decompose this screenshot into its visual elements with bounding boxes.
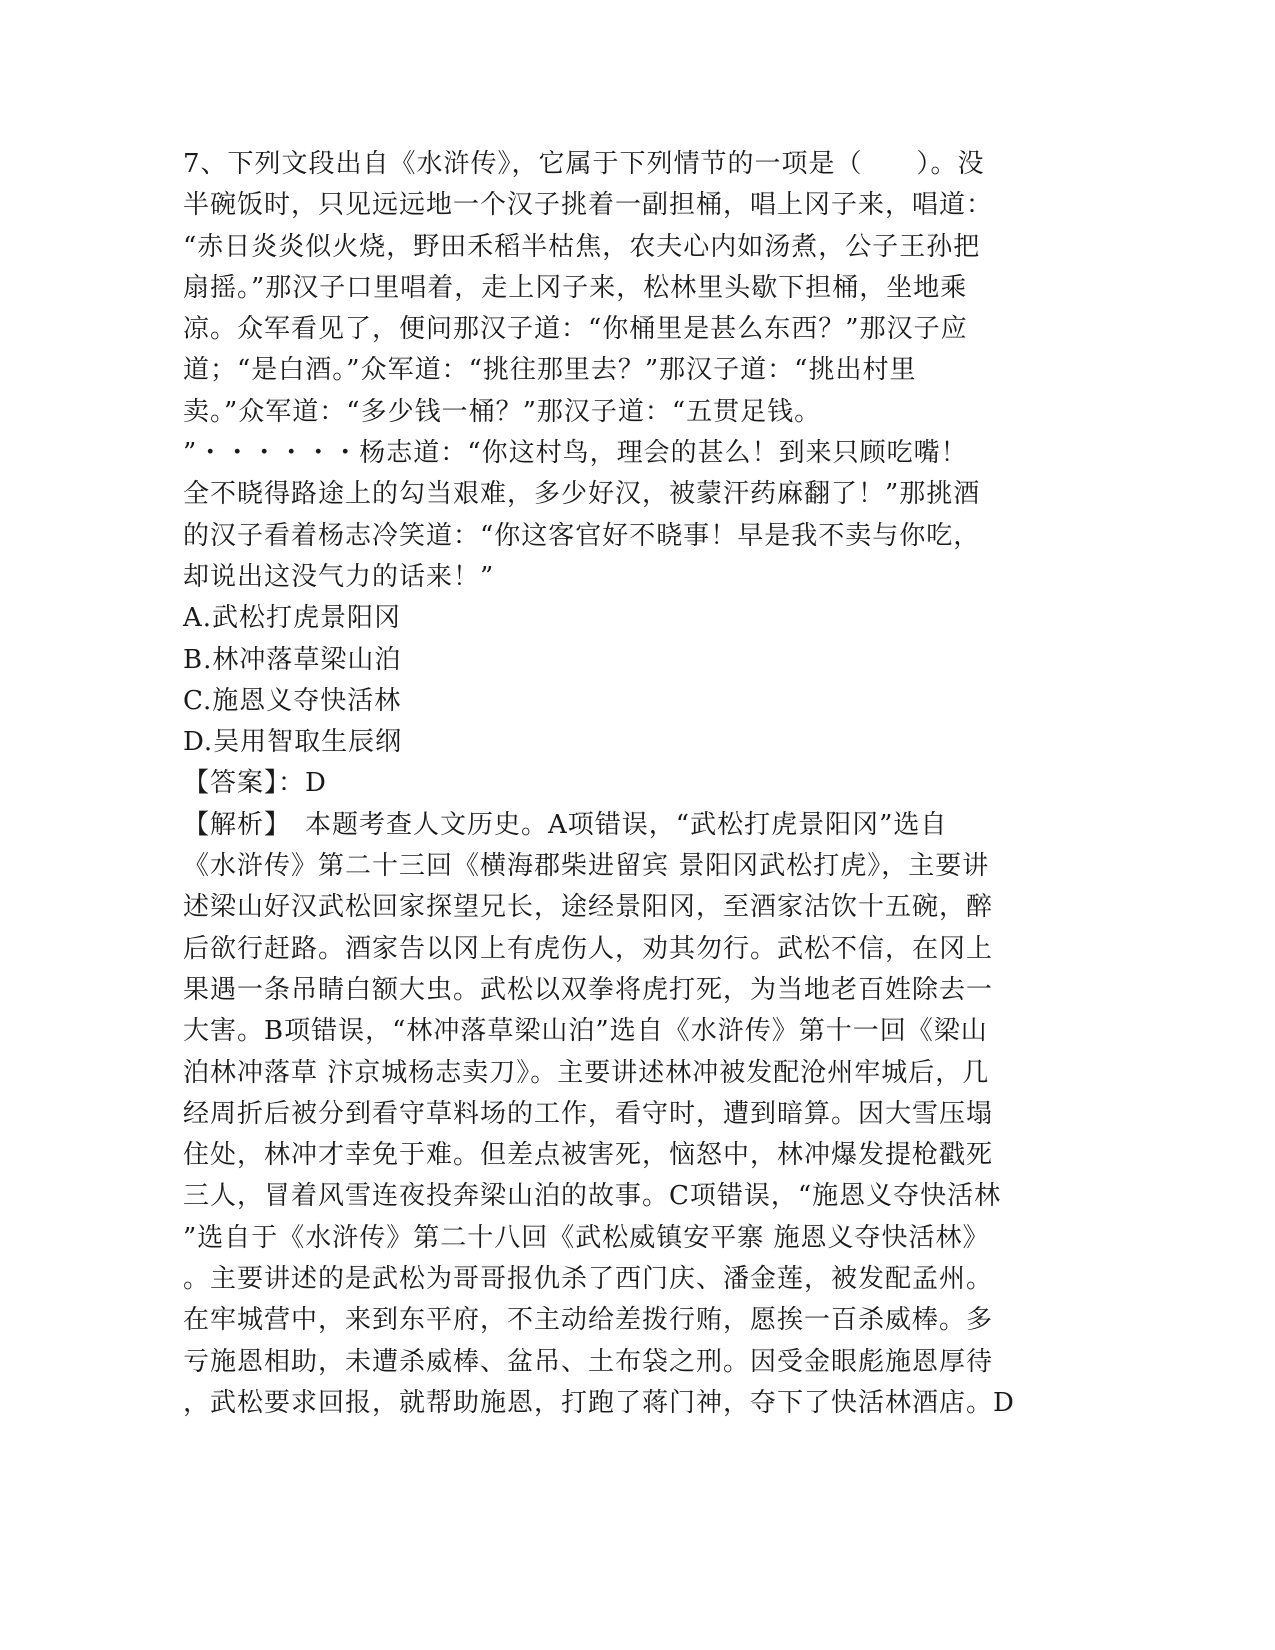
option-a: A.武松打虎景阳冈 xyxy=(183,603,402,634)
option-b: B.林冲落草梁山泊 xyxy=(183,644,402,675)
question-line: 道；“是白酒。”众军道：“挑往那里去？”那汉子道：“挑出村里 xyxy=(183,355,917,386)
question-line: 卖。”众军道：“多少钱一桶？”那汉子道：“五贯足钱。 xyxy=(183,396,822,427)
analysis-line: 后欲行赶路。酒家告以冈上有虎伤人，劝其勿行。武松不信，在冈上 xyxy=(183,933,994,964)
analysis-section xyxy=(183,805,1043,1424)
question-line: 全不晓得路途上的勾当艰难，多少好汉，被蒙汗药麻翻了！”那挑酒 xyxy=(183,479,981,510)
analysis-line: 《水浒传》第二十三回《横海郡柴进留宾 景阳冈武松打虎》，主要讲 xyxy=(183,851,990,882)
analysis-line: 泊林冲落草 汴京城杨志卖刀》。主要讲述林冲被发配沧州牢城后，几 xyxy=(183,1057,990,1088)
question-line: ”・・・・・・杨志道：“你这村鸟，理会的甚么！到来只顾吃嘴！ xyxy=(183,438,968,469)
analysis-line: 住处，林冲才幸免于难。但差点被害死，恼怒中，林冲爆发提枪戳死 xyxy=(183,1140,994,1171)
analysis-line: 。主要讲述的是武松为哥哥报仇杀了西门庆、潘金莲，被发配孟州。 xyxy=(183,1264,994,1295)
analysis-line: 经周折后被分到看守草料场的工作，看守时，遭到暗算。因大雪压塌 xyxy=(183,1098,994,1129)
question-content xyxy=(183,144,1043,1424)
option-c: C.施恩义夺快活林 xyxy=(183,685,402,716)
question-stem xyxy=(183,144,1043,598)
analysis-line: 在牢城营中，来到东平府，不主动给差拨行贿，愿挨一百杀威棒。多 xyxy=(183,1305,994,1336)
analysis-line: 三人，冒着风雪连夜投奔梁山泊的故事。C项错误，“施恩义夺快活林 xyxy=(183,1181,1002,1212)
analysis-line: ，武松要求回报，就帮助施恩，打跑了蒋门神，夺下了快活林酒店。D xyxy=(183,1387,1015,1418)
question-line: 的汉子看着杨志冷笑道：“你这客官好不晓事！早是我不卖与你吃， xyxy=(183,520,981,551)
analysis-line: 果遇一条吊睛白额大虫。武松以双拳将虎打死，为当地老百姓除去一 xyxy=(183,974,994,1005)
question-line: “赤日炎炎似火烧，野田禾稻半枯焦，农夫心内如汤煮，公子王孙把 xyxy=(183,231,981,262)
question-line: 凉。众军看见了，便问那汉子道：“你桶里是甚么东西？”那汉子应 xyxy=(183,314,968,345)
analysis-line: 述梁山好汉武松回家探望兄长，途经景阳冈，至酒家沽饮十五碗，醉 xyxy=(183,892,994,923)
analysis-line: ”选自于《水浒传》第二十八回《武松威镇安平寨 施恩义夺快活林》 xyxy=(183,1222,990,1253)
question-line: 却说出这没气力的话来！” xyxy=(183,561,495,592)
question-line: 7、下列文段出自《水浒传》，它属于下列情节的一项是（ ）。没 xyxy=(183,149,985,179)
analysis-line: 亏施恩相助，未遭杀威棒、盆吊、土布袋之刑。因受金眼彪施恩厚待 xyxy=(183,1346,994,1377)
option-d: D.吴用智取生辰纲 xyxy=(183,727,403,758)
answer-line: 【答案】：D xyxy=(183,768,327,799)
question-line: 半碗饭时，只见远远地一个汉子挑着一副担桶，唱上冈子来，唱道： xyxy=(183,190,994,221)
analysis-line: 【解析】 本题考查人文历史。A项错误，“武松打虎景阳冈”选自 xyxy=(183,809,948,840)
answer-options xyxy=(183,598,1043,763)
question-line: 扇摇。”那汉子口里唱着，走上冈子来，松林里头歇下担桶，坐地乘 xyxy=(183,272,968,303)
analysis-line: 大害。B项错误，“林冲落草梁山泊”选自《水浒传》第十一回《梁山 xyxy=(183,1016,988,1047)
